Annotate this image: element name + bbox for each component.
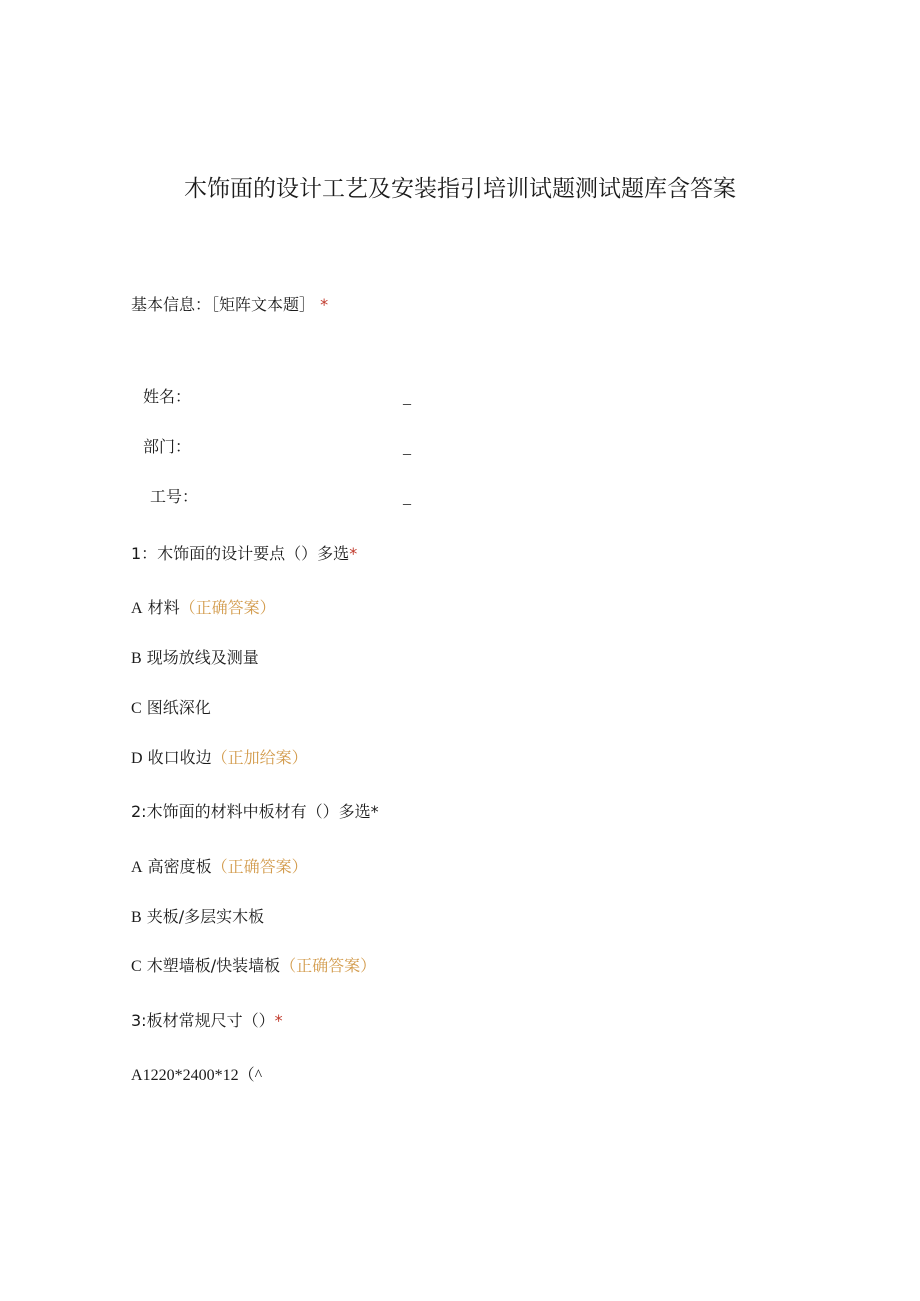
required-mark: * bbox=[320, 295, 329, 314]
option-letter: A bbox=[131, 1067, 143, 1084]
required-mark: * bbox=[349, 544, 358, 563]
question-1-option-d[interactable] bbox=[131, 747, 308, 770]
question-3-prompt bbox=[131, 1010, 283, 1032]
option-letter: A bbox=[131, 859, 143, 876]
option-text: 材料 bbox=[147, 598, 180, 617]
page-title: 木饰面的设计工艺及安装指引培训试题测试题库含答案 bbox=[184, 176, 736, 202]
employee-id-field-input[interactable]: _ bbox=[403, 490, 411, 507]
option-letter: D bbox=[131, 750, 143, 767]
question-2-option-b[interactable] bbox=[131, 906, 264, 929]
name-field-label: 姓名： bbox=[143, 387, 192, 406]
question-3-text: 3:板材常规尺寸（） bbox=[131, 1011, 275, 1030]
employee-id-field-label: 工号： bbox=[150, 487, 199, 506]
question-2-option-a[interactable] bbox=[131, 856, 308, 879]
option-text: 夹板/多层实木板 bbox=[146, 907, 265, 926]
option-text: 高密度板 bbox=[147, 857, 212, 876]
correct-answer-tag: （正确答案） bbox=[280, 956, 377, 975]
correct-answer-tag: （正确答案） bbox=[179, 598, 276, 617]
option-text: 图纸深化 bbox=[146, 698, 211, 717]
option-text: 收口收边 bbox=[147, 748, 212, 767]
question-1-option-b[interactable] bbox=[131, 647, 259, 670]
question-2-text: 2:木饰面的材料中板材有（）多选 bbox=[131, 802, 371, 821]
question-1-text: 1：木饰面的设计要点（）多选 bbox=[131, 544, 350, 563]
question-1-option-c[interactable] bbox=[131, 697, 211, 720]
department-field-label: 部门： bbox=[143, 437, 192, 456]
required-mark: * bbox=[370, 802, 379, 821]
option-text: 1220*2400*12（^ bbox=[142, 1067, 263, 1084]
question-1-prompt bbox=[131, 543, 357, 565]
correct-answer-tag: （正加给案） bbox=[211, 748, 308, 767]
option-text: 现场放线及测量 bbox=[146, 648, 259, 667]
correct-answer-tag: （正确答案） bbox=[211, 857, 308, 876]
option-letter: B bbox=[131, 909, 142, 926]
basic-info-heading bbox=[131, 294, 328, 316]
question-1-option-a[interactable] bbox=[131, 597, 276, 620]
option-letter: C bbox=[131, 958, 142, 975]
department-field-input[interactable]: _ bbox=[403, 440, 411, 457]
question-2-prompt bbox=[131, 801, 379, 823]
option-letter: B bbox=[131, 650, 142, 667]
question-2-option-c[interactable] bbox=[131, 955, 376, 978]
required-mark: * bbox=[274, 1011, 283, 1030]
name-field-input[interactable]: _ bbox=[403, 390, 411, 407]
question-3-option-a[interactable] bbox=[131, 1065, 262, 1087]
option-text: 木塑墙板/快装墙板 bbox=[146, 956, 281, 975]
option-letter: C bbox=[131, 700, 142, 717]
option-letter: A bbox=[131, 600, 143, 617]
basic-info-label: 基本信息：［矩阵文本题］ bbox=[131, 295, 316, 314]
